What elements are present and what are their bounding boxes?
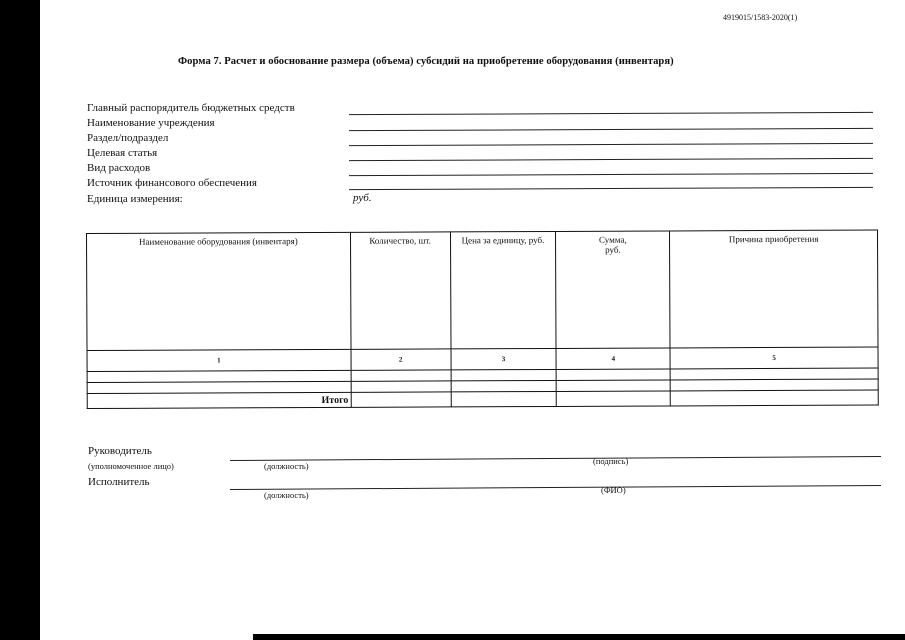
total-cell bbox=[351, 392, 451, 407]
total-cell bbox=[451, 391, 557, 406]
table-cell bbox=[351, 370, 451, 381]
document-number: 4919015/1583-2020(1) bbox=[723, 13, 798, 22]
col-number-3: 3 bbox=[451, 348, 557, 369]
field-line-institution bbox=[349, 128, 873, 131]
total-cell bbox=[557, 391, 671, 406]
head-position-caption: (должность) bbox=[264, 461, 309, 471]
field-line-budget-manager bbox=[349, 112, 873, 115]
field-label-expense-type: Вид расходов bbox=[87, 162, 151, 174]
field-label-target-item: Целевая статья bbox=[87, 147, 158, 159]
head-signature-caption: (подпись) bbox=[593, 456, 629, 466]
col-header-quantity: Количество, шт. bbox=[350, 232, 450, 349]
table-cell bbox=[351, 381, 451, 392]
col-header-sum: Сумма, руб. bbox=[556, 231, 670, 348]
table-cell bbox=[557, 380, 671, 391]
table-cell bbox=[670, 368, 878, 380]
total-cell bbox=[670, 390, 878, 406]
executor-label: Исполнитель bbox=[88, 476, 150, 488]
scan-edge bbox=[253, 634, 905, 640]
col-header-equipment-name: Наименование оборудования (инвентаря) bbox=[87, 232, 351, 350]
col-number-1: 1 bbox=[87, 349, 351, 371]
col-number-2: 2 bbox=[351, 349, 451, 370]
col-header-unit-price: Цена за единицу, руб. bbox=[450, 231, 556, 348]
head-sub-label: (уполномоченное лицо) bbox=[88, 461, 174, 471]
table-header-row bbox=[87, 230, 879, 350]
field-line-expense-type bbox=[349, 173, 873, 176]
document-page bbox=[40, 0, 905, 640]
field-line-funding-source bbox=[349, 187, 873, 190]
field-label-budget-manager: Главный распорядитель бюджетных средств bbox=[87, 102, 295, 114]
col-header-reason: Причина приобретения bbox=[670, 230, 878, 348]
table-cell bbox=[670, 379, 878, 391]
executor-position-caption: (должность) bbox=[264, 490, 309, 500]
field-label-section: Раздел/подраздел bbox=[87, 132, 169, 144]
table-cell bbox=[556, 369, 670, 380]
form-title: Форма 7. Расчет и обоснование размера (объема) субсидий на приобретение оборудования (инвентаря) bbox=[178, 56, 674, 67]
head-label: Руководитель bbox=[88, 445, 152, 457]
executor-name-caption: (ФИО) bbox=[601, 485, 626, 495]
field-label-institution: Наименование учреждения bbox=[87, 117, 215, 129]
table-total-row bbox=[87, 390, 878, 408]
executor-signature-line bbox=[230, 485, 881, 490]
col-number-4: 4 bbox=[556, 348, 670, 369]
table-cell bbox=[451, 369, 557, 380]
field-line-target-item bbox=[349, 158, 873, 161]
equipment-table bbox=[86, 230, 879, 409]
table-cell bbox=[451, 380, 557, 391]
col-number-5: 5 bbox=[670, 347, 878, 369]
total-label: Итого bbox=[87, 392, 351, 408]
field-line-section bbox=[349, 143, 873, 146]
field-label-funding-source: Источник финансового обеспечения bbox=[87, 177, 257, 189]
field-value-unit: руб. bbox=[353, 192, 372, 204]
head-signature-line bbox=[230, 456, 881, 461]
field-label-unit: Единица измерения: bbox=[87, 193, 183, 205]
